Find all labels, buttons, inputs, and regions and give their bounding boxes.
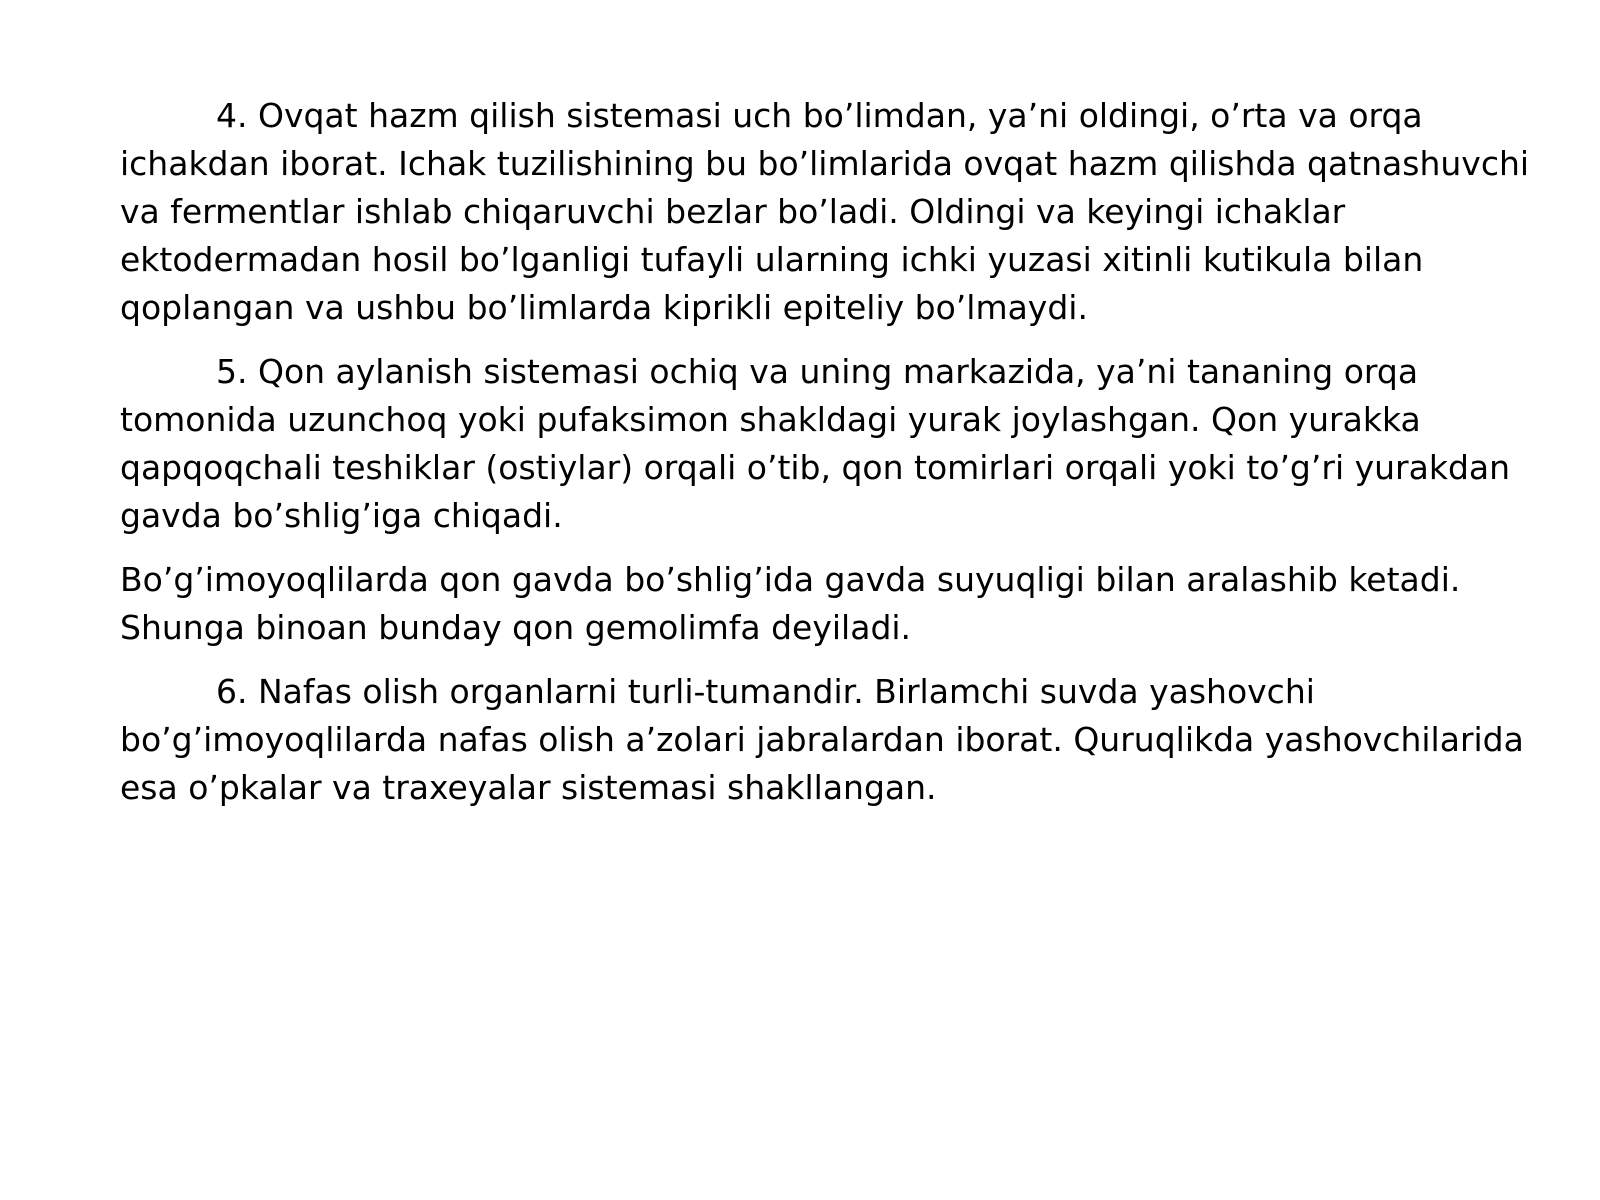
paragraph-respiratory-system: 6. Nafas olish organlarni turli-tumandir. Birlamchi suvda yashovchi bo’g’imoyoqlilarda nafas olish a’zolari jabralardan iborat. Quruqlikda yashovchilarida esa o’pkalar va traxeyalar sistemasi shakllangan. [120,672,1524,807]
slide-body [120,92,1530,828]
paragraph-digestive-system: 4. Ovqat hazm qilish sistemasi uch bo’limdan, ya’ni oldingi, o’rta va orqa ichakdan iborat. Ichak tuzilishining bu bo’limlarida ovqat hazm qilishda qatnashuvchi va fermentlar ishlab chiqaruvchi bezlar bo’ladi. Oldingi va keyingi ichaklar ektodermadan hosil bo’lganligi tufayli ularning ichki yuzasi xitinli kutikula bilan qoplangan va ushbu bo’limlarda kiprikli epiteliy bo’lmaydi. [120,96,1530,327]
paragraph-hemolymph: Bo’g’imoyoqlilarda qon gavda bo’shlig’ida gavda suyuqligi bilan aralashib ketadi. Shunga binoan bunday qon gemolimfa deyiladi. [120,560,1461,647]
paragraph-circulatory-system: 5. Qon aylanish sistemasi ochiq va uning markazida, ya’ni tananing orqa tomonida uzunchoq yoki pufaksimon shakldagi yurak joylashgan. Qon yurakka qapqoqchali teshiklar (ostiylar) orqali o’tib, qon tomirlari orqali yoki to’g’ri yurakdan gavda bo’shlig’iga chiqadi. [120,352,1511,535]
